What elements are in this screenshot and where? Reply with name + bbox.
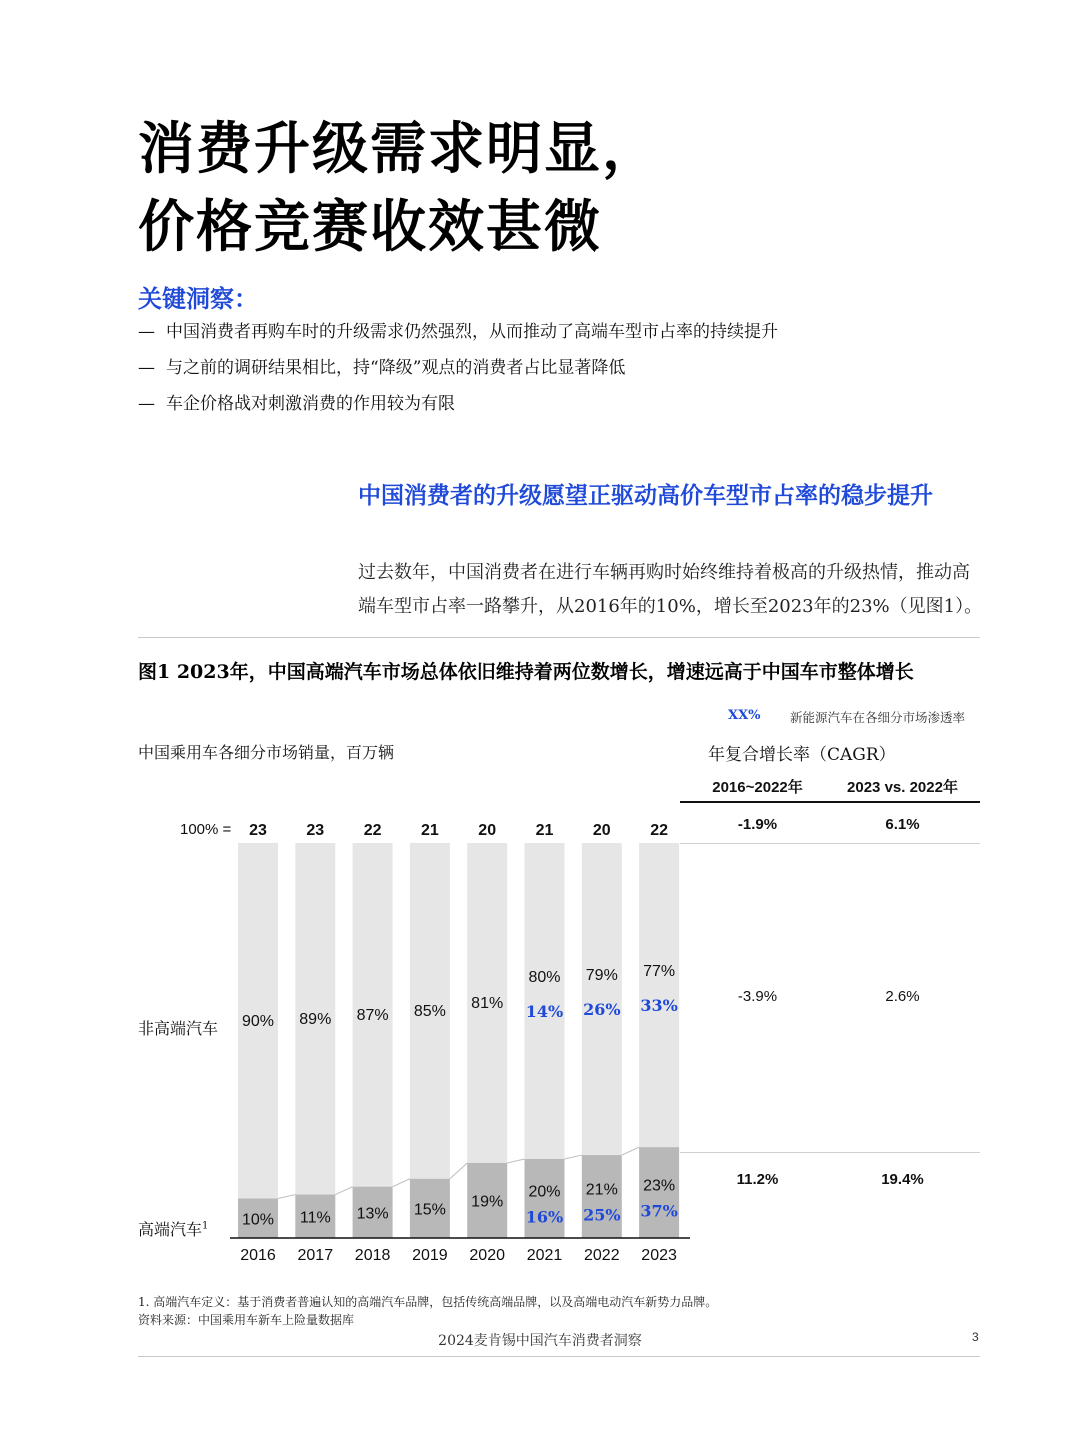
dash-icon: — <box>138 322 155 342</box>
connector-line <box>450 1163 467 1179</box>
non-premium-value-label: 77% <box>643 963 676 981</box>
bar-non-premium <box>639 843 679 1147</box>
total-label: 23 <box>306 822 325 839</box>
premium-value-label: 20% <box>528 1183 561 1201</box>
cagr-header-2: 2023 vs. 2022年 <box>847 779 958 796</box>
chart-label: 中国乘用车各细分市场销量，百万辆 <box>138 743 395 762</box>
connector-line <box>335 1187 352 1195</box>
footnotes <box>138 1293 717 1329</box>
premium-value-label: 23% <box>643 1177 676 1195</box>
premium-value-label: 13% <box>356 1205 389 1223</box>
nev-premium-label: 16% <box>525 1207 564 1227</box>
cagr-premium-2023: 19.4% <box>881 1171 924 1188</box>
cagr-nonpremium-2016-2022: -3.9% <box>737 988 778 1005</box>
bar-non-premium <box>582 843 622 1155</box>
cagr-header-rule <box>680 801 980 803</box>
connector-line <box>393 1179 410 1187</box>
dash-icon: — <box>138 394 155 414</box>
legend-text: 新能源汽车在各细分市场渗透率 <box>790 710 966 725</box>
x-tick-label: 2018 <box>354 1247 391 1264</box>
insight-text: 中国消费者再购车时的升级需求仍然强烈，从而推动了高端车型市占率的持续提升 <box>166 322 778 342</box>
nev-non-premium-label: 33% <box>640 996 678 1016</box>
cagr-total-2023: 6.1% <box>885 816 920 833</box>
section-paragraph: 过去数年，中国消费者在进行车辆再购时始终维持着极高的升级热情，推动高端车型市占率一路攀升，从2016年的10%，增长至2023年的23%（见图1）。 <box>358 562 983 617</box>
premium-value-label: 19% <box>471 1193 504 1211</box>
divider-bottom <box>138 1356 980 1357</box>
figure-title: 图1 2023年，中国高端汽车市场总体依旧维持着两位数增长，增速远高于中国车市整体增长 <box>138 661 914 683</box>
connector-line <box>507 1159 524 1163</box>
cagr-label: 年复合增长率（CAGR） <box>708 745 896 765</box>
total-label: 21 <box>535 822 554 839</box>
footnote-source: 资料来源：中国乘用车新车上险量数据库 <box>138 1313 355 1327</box>
cagr-nonpremium-2023: 2.6% <box>885 988 920 1005</box>
total-label: 22 <box>363 822 382 839</box>
cagr-rule-2 <box>680 1152 980 1153</box>
cagr-header-1: 2016~2022年 <box>712 779 803 796</box>
insight-item <box>138 352 818 384</box>
nev-premium-label: 37% <box>640 1201 678 1221</box>
non-premium-value-label: 79% <box>585 967 618 985</box>
page-title <box>138 110 660 266</box>
non-premium-value-label: 85% <box>413 1002 446 1020</box>
total-label: 22 <box>650 822 668 839</box>
cagr-total-2016-2022: -1.9% <box>737 816 778 833</box>
insight-item <box>138 388 818 420</box>
premium-value-label: 11% <box>299 1209 331 1227</box>
total-label: 23 <box>249 822 267 839</box>
x-tick-label: 2016 <box>240 1247 276 1264</box>
insight-text: 与之前的调研结果相比，持“降级”观点的消费者占比显著降低 <box>166 358 626 378</box>
section-heading: 中国消费者的升级愿望正驱动高价车型市占率的稳步提升 <box>358 482 933 509</box>
nev-premium-label: 25% <box>583 1205 621 1225</box>
non-premium-value-label: 80% <box>528 969 561 986</box>
insight-text: 车企价格战对刺激消费的作用较为有限 <box>166 394 455 414</box>
bar-non-premium <box>525 843 565 1159</box>
non-premium-value-label: 89% <box>299 1010 332 1028</box>
footnote-marker: 1 <box>202 1220 209 1232</box>
total-prefix: 100% = <box>180 821 232 838</box>
total-label: 21 <box>421 822 439 839</box>
dash-icon: — <box>138 358 155 378</box>
x-tick-label: 2022 <box>584 1247 620 1264</box>
non-premium-value-label: 81% <box>471 994 504 1012</box>
nev-non-premium-label: 14% <box>525 1002 564 1021</box>
x-tick-label: 2021 <box>526 1247 563 1264</box>
non-premium-value-label: 87% <box>356 1006 389 1024</box>
non-premium-value-label: 90% <box>241 1012 275 1030</box>
page-number: 3 <box>972 1330 979 1344</box>
x-tick-label: 2020 <box>469 1247 505 1264</box>
page-title-line-2: 价格竞赛收效甚微 <box>138 194 602 260</box>
nev-non-premium-label: 26% <box>583 1000 621 1020</box>
cagr-rule-1 <box>680 843 980 844</box>
page-title-line-1: 消费升级需求明显， <box>138 116 660 182</box>
x-tick-label: 2023 <box>641 1247 677 1264</box>
insights-list <box>138 316 818 424</box>
legend-badge: XX% <box>728 708 761 723</box>
footer-text: 2024麦肯锡中国汽车消费者洞察 <box>438 1333 642 1349</box>
row-label-premium <box>138 1217 208 1240</box>
footnote-definition: 1. 高端汽车定义：基于消费者普遍认知的高端汽车品牌，包括传统高端品牌，以及高端电动汽车新势力品牌。 <box>138 1295 718 1309</box>
insight-item <box>138 316 818 348</box>
connector-line <box>622 1147 639 1155</box>
row-label-premium-text: 高端汽车 <box>138 1220 203 1239</box>
insights-heading: 关键洞察： <box>138 284 258 313</box>
stacked-bar-chart <box>230 810 690 1280</box>
divider-top <box>138 637 980 638</box>
connector-line <box>565 1155 582 1159</box>
premium-value-label: 21% <box>585 1181 618 1199</box>
row-label-non-premium: 非高端汽车 <box>138 1019 219 1038</box>
cagr-premium-2016-2022: 11.2% <box>736 1171 779 1188</box>
connector-line <box>278 1195 295 1199</box>
total-label: 20 <box>478 822 497 839</box>
premium-value-label: 10% <box>241 1211 275 1229</box>
total-label: 20 <box>592 822 611 839</box>
x-tick-label: 2017 <box>297 1247 334 1264</box>
x-tick-label: 2019 <box>412 1247 448 1264</box>
premium-value-label: 15% <box>413 1201 446 1219</box>
